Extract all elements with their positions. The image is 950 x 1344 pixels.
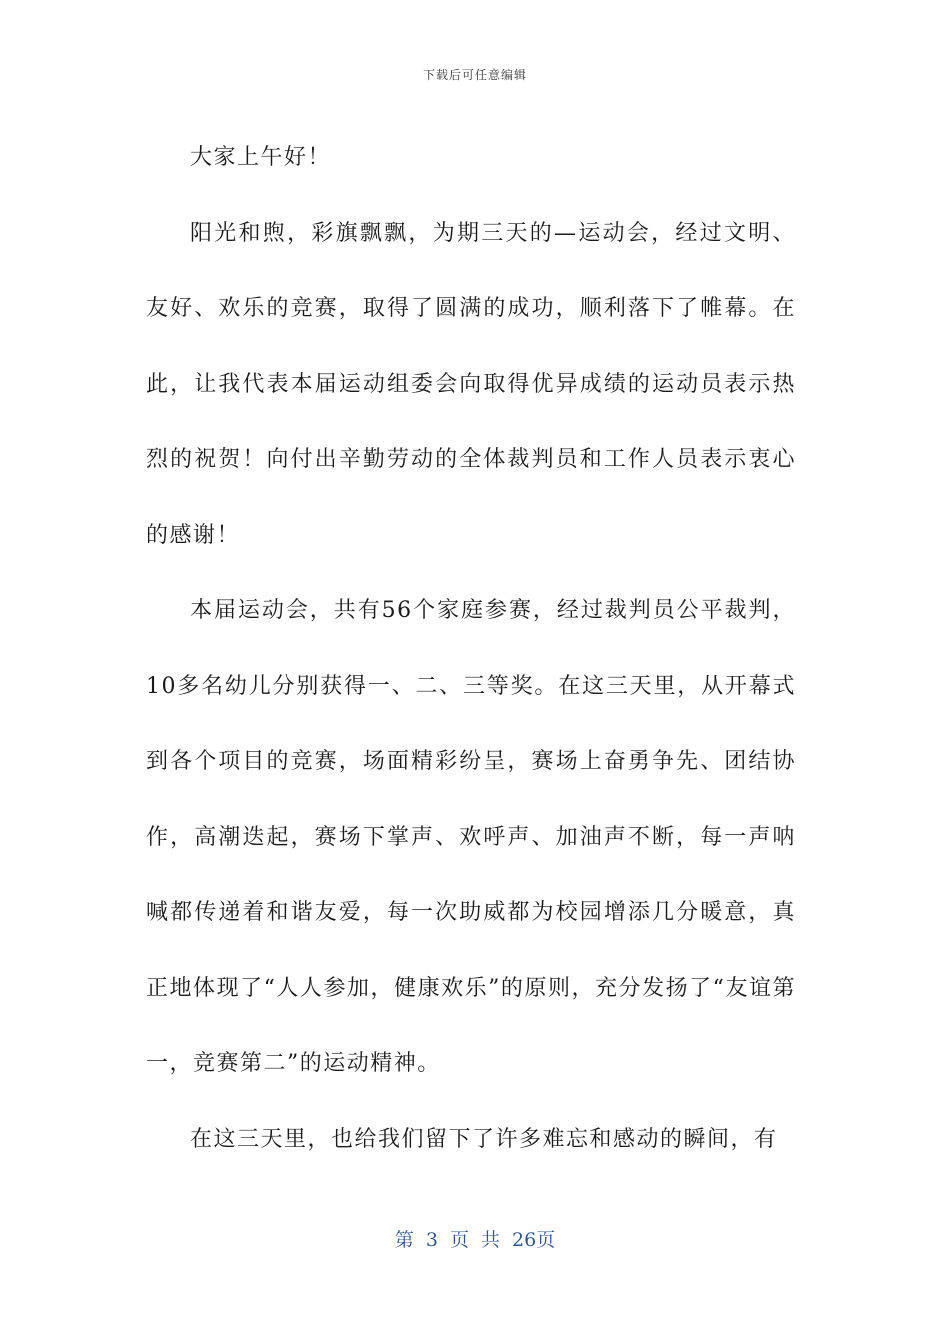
document-body: [146, 120, 796, 1177]
paragraph-greeting: 大家上午好！: [190, 145, 332, 170]
page-number-footer: 第 3 页 共 26页: [394, 1229, 556, 1251]
paragraph-memorable-moments: 在这三天里，也给我们留下了许多难忘和感动的瞬间，有: [190, 1126, 778, 1152]
page-header-note: 下载后可任意编辑: [422, 68, 527, 82]
paragraph-closing-success: 阳光和煦，彩旗飘飘，为期三天的—运动会，经过文明、友好、欢乐的竞赛，取得了圆满的成功，顺利落下了帷幕。在此，让我代表本届运动组委会向取得优异成绩的运动员表示热烈的祝贺！向付出辛勤劳动的全体裁判员和工作人员表示衷心的感谢！: [146, 220, 796, 548]
paragraph-competition-summary: 本届运动会，共有56个家庭参赛，经过裁判员公平裁判，10多名幼儿分别获得一、二、三等奖。在这三天里，从开幕式到各个项目的竞赛，场面精彩纷呈，赛场上奋勇争先、团结协作，高潮迭起，赛场下掌声、欢呼声、加油声不断，每一声呐喊都传递着和谐友爱，每一次助威都为校园增添几分暖意，真正地体现了“人人参加，健康欢乐”的原则，充分发扬了“友谊第一，竞赛第二”的运动精神。: [146, 598, 796, 1076]
